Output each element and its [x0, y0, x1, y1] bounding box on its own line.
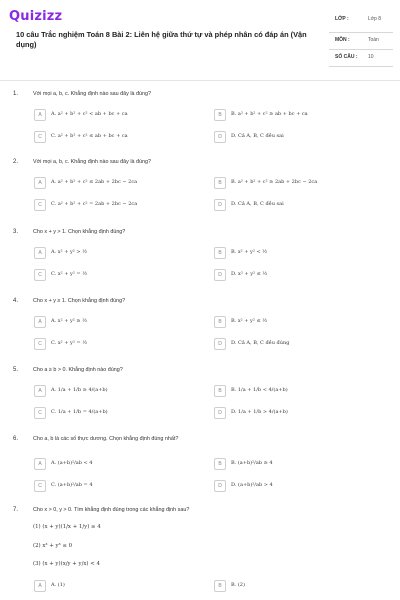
meta-row-subject: [329, 33, 393, 50]
option-text: A. 1/a + 1/b ≥ 4/(a+b): [51, 387, 108, 393]
option-letter: C: [34, 269, 46, 281]
option-text: B. 1/a + 1/b < 4/(a+b): [231, 387, 288, 393]
worksheet-meta: [329, 12, 393, 67]
question-number: 5.: [13, 367, 19, 373]
option-text: C. a² + b² + c² ≤ ab + bc + ca: [51, 133, 128, 139]
option-text: A. (a+b)²/ab < 4: [51, 460, 93, 466]
question-text: Cho x + y > 1. Chọn khẳng định đúng?: [33, 229, 126, 235]
option-letter: C: [34, 480, 46, 492]
meta-value: 10: [368, 54, 374, 60]
question-number: 3.: [13, 229, 19, 235]
option-letter: B: [214, 247, 226, 259]
option-letter: B: [214, 316, 226, 328]
meta-value: Lớp 8: [368, 16, 382, 22]
question-text: Cho x > 0, y > 0. Tìm khẳng định đúng trong các khẳng định sau?: [33, 507, 190, 513]
option-letter: A: [34, 247, 46, 259]
header-divider: [0, 80, 400, 81]
option-letter: A: [34, 177, 46, 189]
meta-key: LỚP :: [335, 16, 349, 22]
statement-3: (3) (x + y)(x/y + y/x) < 4: [33, 561, 100, 567]
option-letter: C: [34, 131, 46, 143]
option-letter: D: [214, 199, 226, 211]
question-number: 4.: [13, 298, 19, 304]
option-letter: D: [214, 269, 226, 281]
option-letter: D: [214, 480, 226, 492]
option-letter: D: [214, 338, 226, 350]
option-letter: C: [34, 407, 46, 419]
option-letter: B: [214, 177, 226, 189]
option-text: A. a² + b² + c² < ab + bc + ca: [51, 111, 128, 117]
option-text: D. (a+b)²/ab > 4: [231, 482, 273, 488]
option-text: C. 1/a + 1/b = 4/(a+b): [51, 409, 108, 415]
question-number: 7.: [13, 507, 19, 513]
meta-row-class: [329, 12, 393, 33]
statement-2: (2) x³ + y³ ≤ 0: [33, 543, 73, 549]
question-text: Với mọi a, b, c. Khẳng định nào sau đây là đúng?: [33, 91, 152, 97]
option-letter: B: [214, 109, 226, 121]
option-letter: D: [214, 407, 226, 419]
quizizz-logo: Quizizz: [9, 9, 63, 24]
option-letter: A: [34, 458, 46, 470]
worksheet-title: 10 câu Trắc nghiệm Toán 8 Bài 2: Liên hệ giữa thứ tự và phép nhân có đáp án (Vận dụng): [16, 30, 307, 49]
option-text: D. x² + y² ≤ ½: [231, 271, 268, 277]
worksheet-header: [0, 0, 400, 72]
question-number: 2.: [13, 159, 19, 165]
question-text: Cho x + y ≥ 1. Chọn khẳng định đúng?: [33, 298, 126, 304]
option-letter: A: [34, 385, 46, 397]
meta-key: MÔN :: [335, 37, 350, 43]
option-text: B. (a+b)²/ab ≥ 4: [231, 460, 273, 466]
option-text: A. x² + y² ≥ ½: [51, 318, 88, 324]
option-text: D. Cả A, B, C đều đúng: [231, 340, 290, 346]
option-letter: C: [34, 338, 46, 350]
option-letter: B: [214, 580, 226, 592]
option-letter: A: [34, 316, 46, 328]
option-text: B. x² + y² < ½: [231, 249, 268, 255]
option-text: A. a² + b² + c² ≤ 2ab + 2bc − 2ca: [51, 179, 138, 185]
meta-row-count: [329, 50, 393, 67]
option-letter: D: [214, 131, 226, 143]
option-text: A. (1): [51, 582, 65, 588]
option-letter: B: [214, 458, 226, 470]
option-letter: A: [34, 109, 46, 121]
option-text: D. 1/a + 1/b > 4/(a+b): [231, 409, 288, 415]
question-text: Với mọi a, b, c. Khẳng định nào sau đây là đúng?: [33, 159, 152, 165]
option-text: C. x² + y² = ½: [51, 271, 88, 277]
meta-value: Toán: [368, 37, 379, 43]
option-text: A. x² + y² > ½: [51, 249, 88, 255]
question-text: Cho a, b là các số thực dương. Chọn khẳng định đúng nhất?: [33, 436, 179, 442]
option-text: C. (a+b)²/ab = 4: [51, 482, 93, 488]
statement-1: (1) (x + y)(1/x + 1/y) ≥ 4: [33, 524, 101, 530]
question-number: 1.: [13, 91, 19, 97]
question-number: 6.: [13, 436, 19, 442]
option-text: B. (2): [231, 582, 245, 588]
option-letter: A: [34, 580, 46, 592]
option-letter: C: [34, 199, 46, 211]
option-text: B. x² + y² ≤ ½: [231, 318, 268, 324]
option-text: C. a² + b² + c² = 2ab + 2bc − 2ca: [51, 201, 138, 207]
option-text: B. a² + b² + c² ≥ ab + bc + ca: [231, 111, 308, 117]
option-text: D. Cả A, B, C đều sai: [231, 201, 284, 207]
meta-key: SỐ CÂU :: [335, 54, 358, 60]
option-text: B. a² + b² + c² ≥ 2ab + 2bc − 2ca: [231, 179, 318, 185]
option-text: D. Cả A, B, C đều sai: [231, 133, 284, 139]
question-text: Cho a ≥ b > 0. Khẳng định nào đúng?: [33, 367, 123, 373]
option-text: C. x² + y² = ½: [51, 340, 88, 346]
option-letter: B: [214, 385, 226, 397]
